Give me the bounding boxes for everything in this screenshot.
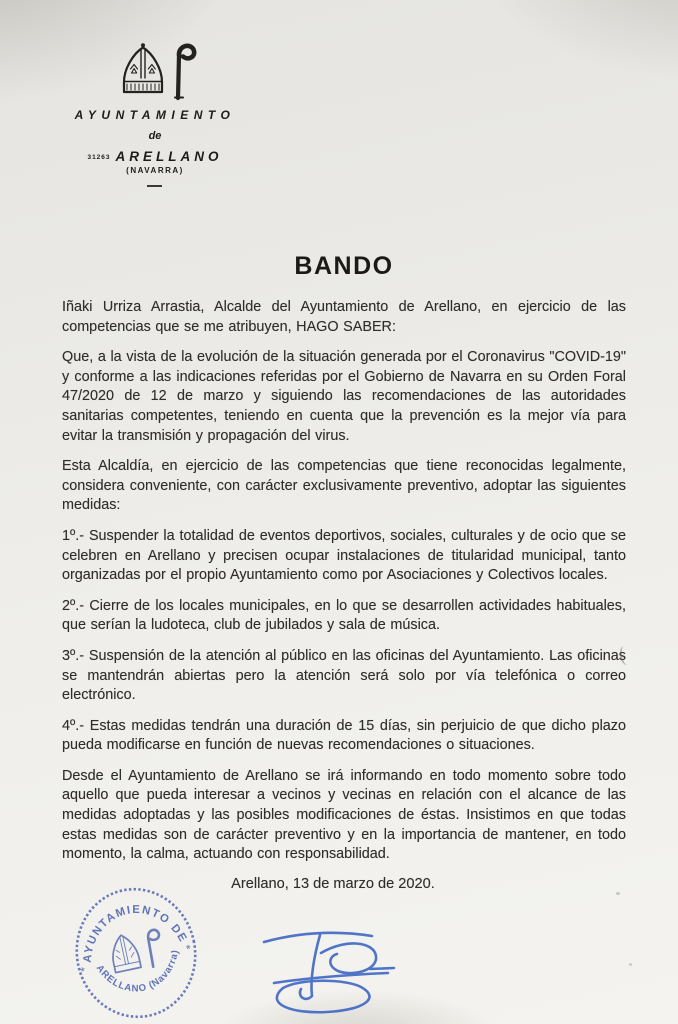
paragraph-measure-3: 3º.- Suspensión de la atención al público en las oficinas del Ayuntamiento. Las oficinas se mantendrán abiertas pero la atención será solo por vía telefónica o correo electrónico.: [62, 647, 626, 704]
postal-code: 31263: [87, 154, 111, 161]
stamp-mitre-icon: [108, 933, 141, 973]
mitre-and-crosier-icon: [116, 40, 200, 102]
org-name: AYUNTAMIENTO: [74, 108, 236, 122]
town-name: ARELLANO: [115, 149, 223, 164]
document-title: BANDO: [294, 252, 394, 280]
paragraph-measure-1: 1º.- Suspender la totalidad de eventos deportivos, sociales, culturales y de ocio que se celebren en Arellano y precisen ocupar instalaciones de titularidad municipal, tanto organizadas por el propio Ayuntamiento como por Asociaciones y Colectivos locales.: [62, 527, 626, 584]
org-town-line: [62, 148, 248, 166]
paragraph-measure-2: 2º.- Cierre de los locales municipales, en lo que se desarrollen actividades habituales, que serían la ludoteca, club de jubilados y sala de música.: [62, 597, 626, 634]
paragraph-closing: Desde el Ayuntamiento de Arellano se irá informando en todo momento sobre todo aquello que pueda interesar a vecinos y vecinas en relación con el alcance de las medidas adoptadas y las posibles modificaciones de éstas. Insistimos en que todas estas medidas son de carácter preventivo y en la importancia de mantener, en todo momento, la calma, actuando con responsabilidad.: [62, 767, 626, 863]
province-name: (NAVARRA): [126, 166, 184, 175]
scan-speck: [629, 963, 632, 966]
scan-speck: [616, 892, 620, 895]
municipal-stamp-icon: [59, 872, 213, 1024]
paragraph-measure-4: 4º.- Estas medidas tendrán una duración de 15 días, sin perjuicio de que dicho plazo pueda modificarse en función de nuevas recomendaciones o situaciones.: [62, 717, 626, 754]
stamp-top-text: AYUNTAMIENTO DE: [81, 903, 190, 964]
stamp-bottom-text: ARELLANO (Navarra): [93, 948, 182, 995]
org-de: de: [148, 130, 162, 142]
paragraph-context: Que, a la vista de la evolución de la situación generada por el Coronavirus "COVID-19" y conforme a las indicaciones referidas por el Gobierno de Navarra en su Orden Foral 47/2020 de 12 de marzo y siguiendo las recomendaciones de las autoridades sanitarias competentes, teniendo en cuenta que la prevención es la mejor vía para evitar la transmisión y propagación del virus.: [62, 349, 626, 444]
separator-dash: [147, 185, 162, 187]
stamp-crosier-icon: [146, 929, 166, 967]
stamp-right-star: *: [184, 941, 193, 957]
handwritten-signature-icon: [252, 926, 400, 1016]
paragraph-intro: Iñaki Urriza Arrastia, Alcalde del Ayuntamiento de Arellano, en ejercicio de las competencias que se me atribuyen, HAGO SABER:: [62, 299, 626, 335]
dateline: Arellano, 13 de marzo de 2020.: [231, 875, 435, 892]
document-body: [62, 252, 626, 892]
svg-text:ARELLANO (Navarra): [93, 946, 189, 1003]
paragraph-measures-intro: Esta Alcaldía, en ejercicio de las competencias que tiene reconocidas legalmente, considera conveniente, con carácter exclusivamente preventivo, adoptar las siguientes medidas:: [62, 458, 626, 514]
stamp-left-star: *: [79, 964, 87, 979]
